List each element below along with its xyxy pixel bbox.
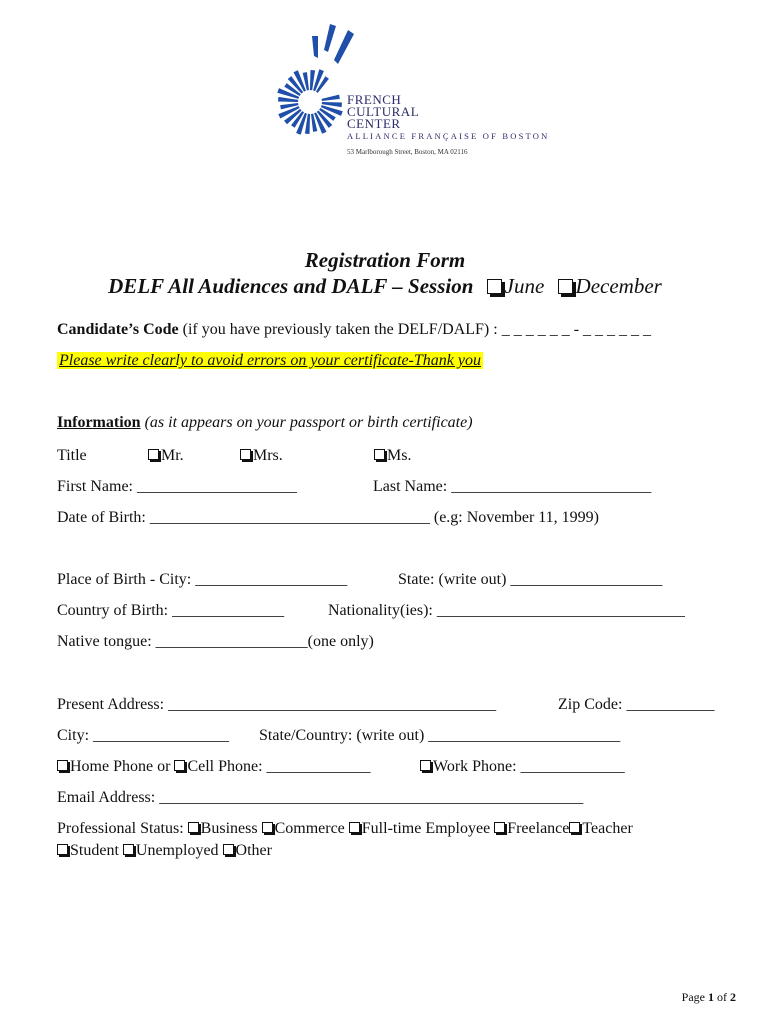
- cell-phone-field[interactable]: Cell Phone: _____________: [187, 758, 371, 775]
- candidate-code-label: Candidate’s Code: [57, 321, 179, 338]
- professional-status-row-1: [57, 820, 633, 838]
- page-total: 2: [730, 990, 736, 1004]
- professional-option-teacher[interactable]: [569, 820, 632, 837]
- december-checkbox[interactable]: [558, 279, 573, 294]
- email-field[interactable]: Email Address: _____________________________________________________: [57, 789, 584, 806]
- teacher-checkbox[interactable]: [569, 822, 580, 833]
- country-of-birth-field[interactable]: Country of Birth: ______________: [57, 602, 285, 619]
- work-phone-checkbox[interactable]: [420, 760, 431, 771]
- zip-code-field[interactable]: Zip Code: ___________: [558, 696, 715, 713]
- logo-line-2: CULTURAL: [347, 104, 420, 119]
- full-time-checkbox[interactable]: [349, 822, 360, 833]
- professional-option-business[interactable]: [188, 820, 258, 837]
- mrs-checkbox[interactable]: [240, 449, 251, 460]
- other-label: Other: [235, 842, 272, 859]
- work-phone-field[interactable]: Work Phone: _____________: [433, 758, 625, 775]
- nationality-field[interactable]: Nationality(ies): _______________________________: [328, 602, 685, 619]
- notice-text: Please write clearly to avoid errors on your certificate-Thank you: [59, 352, 481, 369]
- page-number: [682, 990, 736, 1005]
- freelance-checkbox[interactable]: [494, 822, 505, 833]
- professional-option-full-time[interactable]: [349, 820, 490, 837]
- state-country-field[interactable]: State/Country: (write out) ________________________: [259, 727, 621, 744]
- freelance-label: Freelance: [507, 820, 570, 837]
- title-ms-option[interactable]: [374, 447, 411, 465]
- candidate-code-field[interactable]: (if you have previously taken the DELF/DALF) : _ _ _ _ _ _ - _ _ _ _ _ _: [178, 321, 652, 338]
- professional-option-other[interactable]: [223, 842, 272, 859]
- information-note: (as it appears on your passport or birth certificate): [140, 414, 473, 431]
- page-of: of: [717, 990, 727, 1004]
- phone-row: [57, 758, 371, 776]
- form-subtitle: [0, 274, 770, 299]
- last-name-field[interactable]: Last Name: _________________________: [373, 478, 652, 495]
- professional-option-student[interactable]: [57, 842, 119, 859]
- professional-option-commerce[interactable]: [262, 820, 345, 837]
- december-label: December: [575, 274, 662, 298]
- professional-status-label: Professional Status:: [57, 820, 184, 837]
- title-label: Title: [57, 447, 87, 464]
- form-title: Registration Form: [304, 248, 466, 272]
- business-label: Business: [200, 820, 258, 837]
- unemployed-checkbox[interactable]: [123, 844, 134, 855]
- information-heading: Information: [57, 414, 141, 431]
- mr-checkbox[interactable]: [148, 449, 159, 460]
- logo-flying-ray: [324, 24, 336, 52]
- present-address-field[interactable]: Present Address: _________________________________________: [57, 696, 497, 713]
- native-tongue-field[interactable]: Native tongue: ___________________(one only): [57, 633, 374, 650]
- professional-option-freelance[interactable]: [494, 820, 569, 837]
- other-checkbox[interactable]: [223, 844, 234, 855]
- logo-line-3: CENTER: [347, 116, 401, 131]
- first-name-field[interactable]: First Name: ____________________: [57, 478, 297, 495]
- logo: [262, 20, 550, 170]
- logo-flying-ray: [312, 36, 318, 58]
- logo-text: [347, 92, 550, 156]
- work-phone-option: [420, 758, 625, 776]
- mr-label: Mr.: [161, 447, 184, 464]
- logo-ray: [322, 95, 340, 101]
- page-current: 1: [708, 990, 714, 1004]
- title-mr-option[interactable]: [148, 447, 184, 465]
- cell-phone-checkbox[interactable]: [174, 760, 185, 771]
- business-checkbox[interactable]: [188, 822, 199, 833]
- june-checkbox[interactable]: [487, 279, 502, 294]
- sunburst-logo-icon: [262, 20, 357, 140]
- ms-label: Ms.: [387, 447, 412, 464]
- notice-row: [57, 352, 483, 370]
- student-checkbox[interactable]: [57, 844, 68, 855]
- candidate-code-row: [57, 321, 651, 339]
- home-phone-checkbox[interactable]: [57, 760, 68, 771]
- home-phone-label: Home Phone or: [70, 758, 171, 775]
- logo-address: 53 Marlborough Street, Boston, MA 02116: [347, 148, 468, 156]
- date-of-birth-field[interactable]: Date of Birth: ___________________________________ (e.g: November 11, 1999): [57, 509, 600, 526]
- city-field[interactable]: City: _________________: [57, 727, 230, 744]
- place-of-birth-city-field[interactable]: Place of Birth - City: ___________________: [57, 571, 348, 588]
- title-mrs-option[interactable]: [240, 447, 283, 465]
- unemployed-label: Unemployed: [135, 842, 219, 859]
- full-time-label: Full-time Employee: [361, 820, 491, 837]
- logo-flying-ray: [334, 30, 354, 64]
- information-heading-row: [57, 414, 473, 432]
- place-of-birth-state-field[interactable]: State: (write out) ___________________: [398, 571, 663, 588]
- session-label: DELF All Audiences and DALF – Session: [108, 274, 474, 298]
- mrs-label: Mrs.: [253, 447, 283, 464]
- professional-option-unemployed[interactable]: [123, 842, 219, 859]
- logo-line-1: FRENCH: [347, 92, 402, 107]
- commerce-label: Commerce: [274, 820, 345, 837]
- ms-checkbox[interactable]: [374, 449, 385, 460]
- page-label: Page: [681, 990, 705, 1004]
- student-label: Student: [70, 842, 119, 859]
- logo-line-4: ALLIANCE FRANÇAISE OF BOSTON: [347, 131, 550, 141]
- professional-status-row-2: [57, 842, 272, 860]
- commerce-checkbox[interactable]: [262, 822, 273, 833]
- teacher-label: Teacher: [582, 820, 633, 837]
- june-label: June: [504, 274, 545, 298]
